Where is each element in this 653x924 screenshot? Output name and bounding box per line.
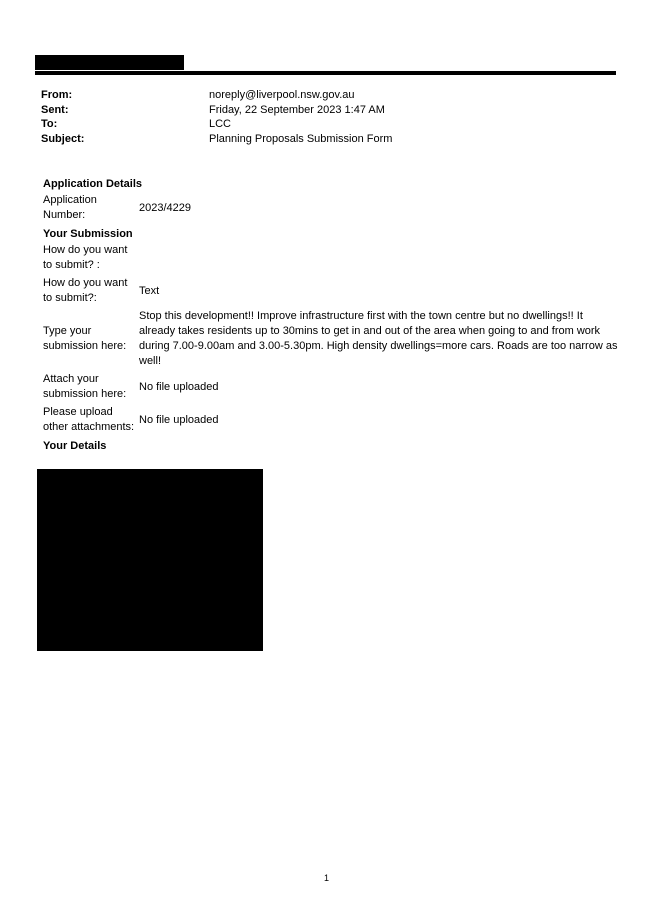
redaction-block-details	[37, 469, 263, 651]
to-value: LCC	[209, 118, 232, 131]
email-header	[41, 88, 601, 146]
from-row	[41, 88, 601, 103]
application-number-label: Application Number:	[43, 194, 97, 221]
from-label: From:	[41, 89, 73, 101]
how-submit-label-2: How do you want to submit?:	[43, 277, 128, 304]
submission-form	[43, 176, 618, 455]
how-submit-label-1: How do you want to submit? :	[43, 244, 128, 271]
other-attach-value: No file uploaded	[139, 413, 219, 426]
application-details-title: Application Details	[43, 178, 143, 190]
sent-row	[41, 103, 601, 118]
how-submit-value-2: Text	[139, 284, 160, 297]
sent-value: Friday, 22 September 2023 1:47 AM	[209, 103, 385, 116]
application-number-row	[43, 193, 618, 223]
other-attach-label: Please upload other attachments:	[43, 406, 135, 433]
other-attach-row	[43, 405, 618, 435]
subject-value: Planning Proposals Submission Form	[209, 132, 393, 145]
header-rule	[35, 71, 616, 75]
your-details-title: Your Details	[43, 440, 107, 452]
subject-label: Subject:	[41, 132, 85, 145]
type-submission-label: Type your submission here:	[43, 325, 127, 352]
how-submit-row-1	[43, 243, 618, 273]
application-number-value: 2023/4229	[139, 201, 191, 214]
to-label: To:	[41, 118, 58, 131]
redaction-block-sender	[35, 55, 184, 70]
your-submission-title: Your Submission	[43, 228, 133, 240]
type-submission-row	[43, 309, 618, 369]
type-submission-value: Stop this development!! Improve infrastructure first with the town centre but no dwellings!! It already takes residents up to 30mins to get in and out of the area when going to and from work during 7.00-9.00am and 3.00-5.30pm. High density dwellings=more cars. Roads are too narrow as well!	[139, 310, 618, 367]
attach-value: No file uploaded	[139, 380, 219, 393]
attach-row	[43, 372, 618, 402]
from-value: noreply@liverpool.nsw.gov.au	[209, 89, 355, 101]
sent-label: Sent:	[41, 103, 69, 116]
page-number: 1	[323, 873, 329, 883]
how-submit-row-2	[43, 276, 618, 306]
subject-row	[41, 132, 601, 147]
to-row	[41, 117, 601, 132]
attach-label: Attach your submission here:	[43, 373, 127, 400]
